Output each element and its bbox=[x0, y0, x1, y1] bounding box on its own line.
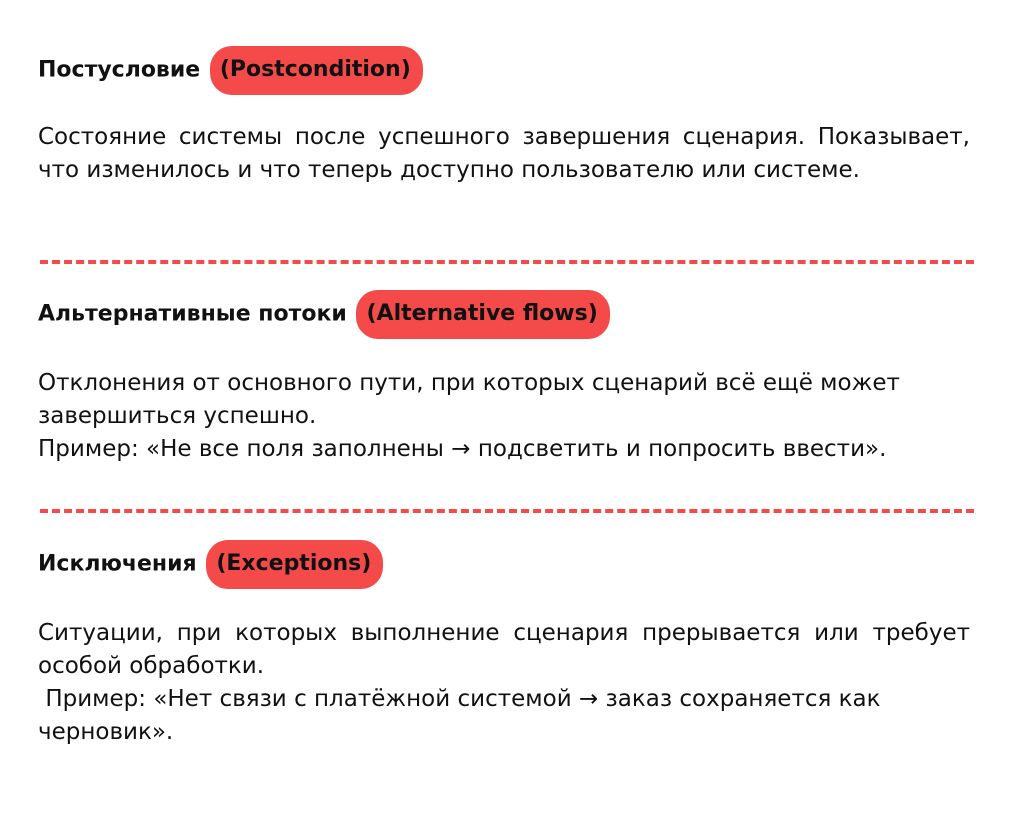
section-heading bbox=[38, 46, 970, 95]
section-heading bbox=[38, 540, 970, 589]
heading-term-en-highlight: (Postcondition) bbox=[210, 46, 423, 95]
heading-term-ru: Постусловие bbox=[38, 57, 201, 83]
definition-text: Состояние системы после успешного завершения сценария. Показывает, что изменилось и что теперь доступно пользователю или системе. bbox=[38, 124, 970, 183]
section-divider bbox=[40, 509, 974, 513]
definition-text: Ситуации, при которых выполнение сценария прерывается или требует особой обработки. bbox=[38, 620, 970, 679]
section-postcondition bbox=[38, 46, 970, 187]
heading-term-en-highlight: (Exceptions) bbox=[206, 540, 383, 589]
example-text: Пример: «Нет связи с платёжной системой → заказ сохраняется как черновик». bbox=[38, 686, 888, 745]
heading-term-en-highlight: (Alternative flows) bbox=[356, 290, 609, 339]
heading-term-ru: Альтернативные потоки bbox=[38, 301, 347, 327]
section-divider bbox=[40, 260, 974, 264]
section-alternative-flows bbox=[38, 290, 970, 466]
example-text: Пример: «Не все поля заполнены → подсветить и попросить ввести». bbox=[38, 436, 887, 462]
section-heading bbox=[38, 290, 970, 339]
section-exceptions bbox=[38, 540, 970, 749]
heading-term-ru: Исключения bbox=[38, 551, 197, 577]
definition-text: Отклонения от основного пути, при которых сценарий всё ещё может завершиться успешно. bbox=[38, 370, 900, 429]
